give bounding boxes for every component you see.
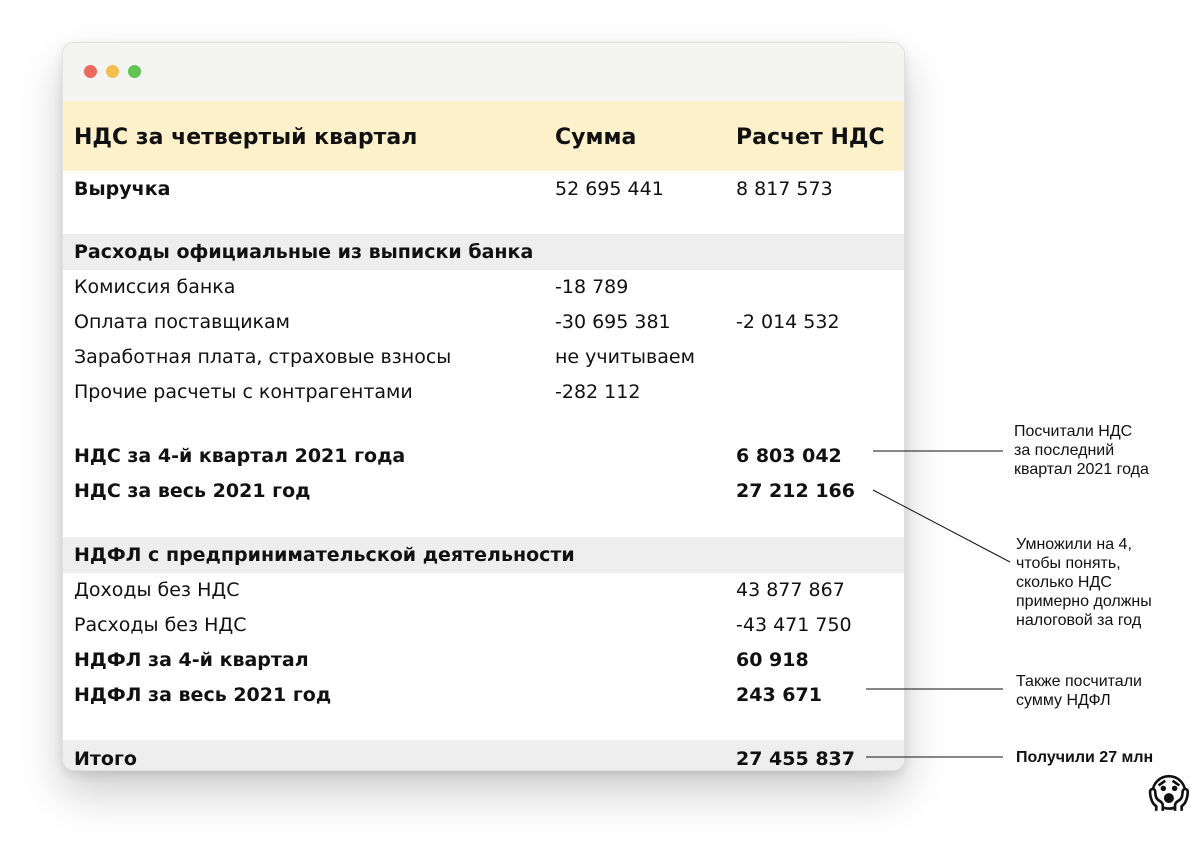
- income-value: 43 877 867: [736, 579, 845, 601]
- revenue-vat: 8 817 573: [736, 178, 833, 200]
- expense-sum: не учитываем: [555, 346, 695, 368]
- vat-year-value: 27 212 166: [736, 480, 855, 502]
- ndfl-annotation: Также посчитали сумму НДФЛ: [1016, 673, 1142, 709]
- costs-value: -43 471 750: [736, 614, 852, 636]
- expense-sum: -282 112: [555, 381, 641, 403]
- expense-vat: -2 014 532: [736, 311, 840, 333]
- ndfl-year-value: 243 671: [736, 684, 822, 706]
- vat-q4-annotation: Посчитали НДС за последний квартал 2021 года: [1014, 423, 1149, 478]
- expenses-section-title: Расходы официальные из выписки банка: [74, 241, 534, 263]
- income-label: Доходы без НДС: [74, 579, 240, 601]
- total-value: 27 455 837: [736, 748, 855, 770]
- expense-sum: -18 789: [555, 276, 629, 298]
- vat-q4-value: 6 803 042: [736, 445, 842, 467]
- ndfl-q4-value: 60 918: [736, 649, 809, 671]
- ndfl-year-label: НДФЛ за весь 2021 год: [74, 684, 332, 706]
- column-header-sum: Сумма: [555, 125, 637, 150]
- expense-label: Прочие расчеты с контрагентами: [74, 381, 413, 403]
- zoom-window-button[interactable]: [128, 65, 141, 78]
- table-title: НДС за четвертый квартал: [74, 125, 418, 150]
- costs-label: Расходы без НДС: [74, 614, 247, 636]
- vat-year-annotation: Умножили на 4, чтобы понять, сколько НДС примерно должны налоговой за год: [1016, 536, 1152, 629]
- scream-emoji-icon: 😱: [1148, 771, 1190, 817]
- app-window: [62, 42, 905, 771]
- vat-q4-label: НДС за 4-й квартал 2021 года: [74, 445, 406, 467]
- vat-year-label: НДС за весь 2021 год: [74, 480, 311, 502]
- column-header-vat: Расчет НДС: [736, 125, 885, 150]
- total-label: Итого: [74, 748, 137, 770]
- window-titlebar: [63, 43, 904, 101]
- close-window-button[interactable]: [84, 65, 97, 78]
- expense-sum: -30 695 381: [555, 311, 671, 333]
- ndfl-q4-label: НДФЛ за 4-й квартал: [74, 649, 309, 671]
- total-annotation: Получили 27 млн: [1016, 749, 1154, 766]
- revenue-label: Выручка: [74, 178, 171, 200]
- expense-label: Комиссия банка: [74, 276, 236, 298]
- expense-label: Заработная плата, страховые взносы: [74, 346, 452, 368]
- expense-label: Оплата поставщикам: [74, 311, 291, 333]
- ndfl-section-title: НДФЛ с предпринимательской деятельности: [74, 544, 575, 566]
- minimize-window-button[interactable]: [106, 65, 119, 78]
- revenue-sum: 52 695 441: [555, 178, 664, 200]
